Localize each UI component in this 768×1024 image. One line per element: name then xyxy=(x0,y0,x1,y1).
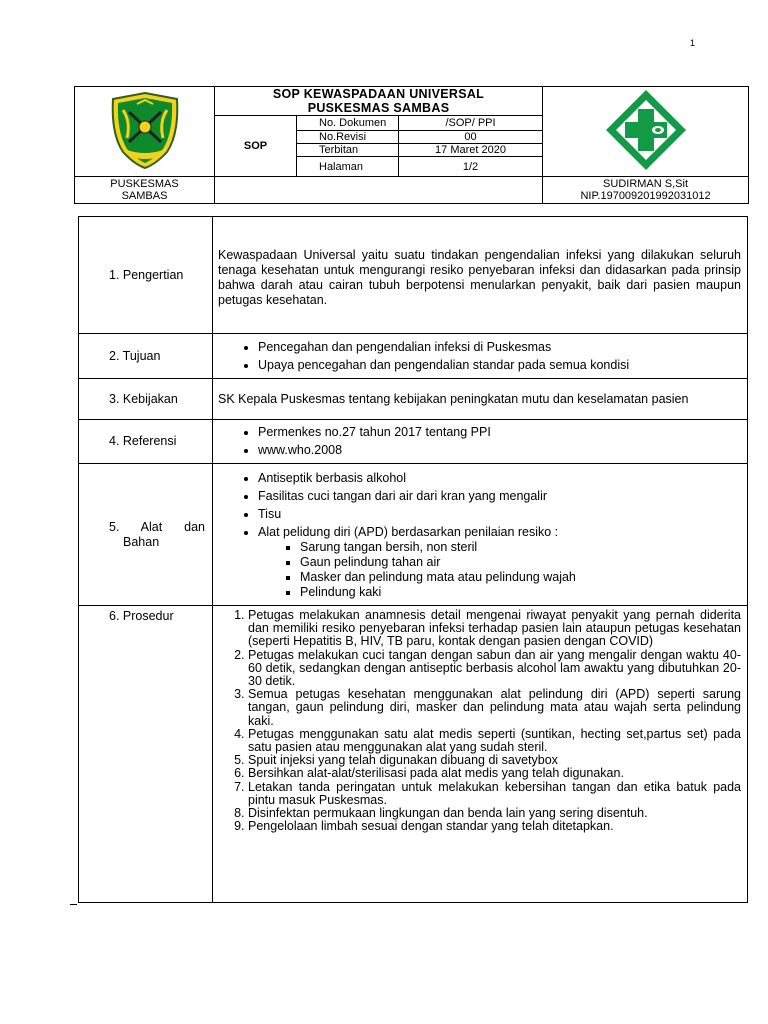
sop-title xyxy=(215,87,543,116)
label-alat-bahan: 5. Alat dan Bahan xyxy=(79,464,213,606)
row-pengertian xyxy=(79,217,748,334)
signer-block xyxy=(543,177,749,204)
pengertian-text: Kewaspadaan Universal yaitu suatu tindakan pengendalian infeksi yang dilakukan seluruh tenaga kesehatan untuk mengurangi resiko penyebaran infeksi dan didasarkan pada prinsip bahwa darah atau cairan tubuh berpotensi menularkan penyakit, baik dari pasien maupun petugas kesehatan. xyxy=(218,248,741,307)
list-item: • Pencegahan dan pengendalian infeksi di Puskesmas xyxy=(258,340,741,355)
label-prosedur: 6. Prosedur xyxy=(79,606,213,903)
procedure-step: 1. Petugas melakukan anamnesis detail mengenai riwayat penyakit yang pernah diderita dan memiliki resiko penyebaran infeksi terhadap pasien lain ataupun petugas kesehatan (seperti Hepatitis B, HIV, TB paru, kontak dengan pasien dengan COVID) xyxy=(248,609,741,649)
regional-emblem-icon xyxy=(107,90,183,170)
procedure-step: 7. Letakan tanda peringatan untuk melakukan kebersihan tangan dan etika batuk pada pintu masuk Puskesmas. xyxy=(248,781,741,807)
list-item: • Permenkes no.27 tahun 2017 tentang PPI xyxy=(258,425,741,440)
regional-emblem-cell xyxy=(75,87,215,177)
table-edge-line xyxy=(70,904,77,905)
page-number: 1 xyxy=(690,38,696,48)
puskesmas-logo-icon xyxy=(603,87,689,173)
title-line-2: PUSKESMAS SAMBAS xyxy=(307,101,450,115)
label-kebijakan: 3. Kebijakan xyxy=(79,379,213,420)
procedure-step: 3. Semua petugas kesehatan menggunakan alat pelindung diri (APD) seperti sarung tangan, gaun pelindung diri, masker dan pelindung mata atau wajah serta pelindung kaki. xyxy=(248,688,741,728)
procedure-step: 4. Petugas menggunakan satu alat medis seperti (suntikan, hecting set,partus set) pada satu pasien atau menggunakan alat yang sudah steril. xyxy=(248,728,741,754)
document-header-table xyxy=(74,86,749,204)
sop-content-table xyxy=(78,216,748,903)
row-alat-bahan xyxy=(79,464,748,606)
list-item: • Fasilitas cuci tangan dari air dari kran yang mengalir xyxy=(258,489,741,504)
list-item: • www.who.2008 xyxy=(258,443,741,458)
kebijakan-text: SK Kepala Puskesmas tentang kebijakan peningkatan mutu dan keselamatan pasien xyxy=(218,391,689,406)
content-pengertian xyxy=(213,217,748,334)
sub-list-item: ▪ Pelindung kaki xyxy=(300,585,741,600)
page-label: Halaman xyxy=(297,157,399,177)
content-kebijakan xyxy=(213,379,748,420)
row-prosedur xyxy=(79,606,748,903)
content-prosedur xyxy=(213,606,748,903)
label-tujuan: 2. Tujuan xyxy=(79,334,213,379)
organization-name: PUSKESMAS SAMBAS xyxy=(75,177,215,204)
procedure-step: 6. Bersihkan alat-alat/sterilisasi pada alat medis yang telah digunakan. xyxy=(248,767,741,780)
issued-value: 17 Maret 2020 xyxy=(399,144,543,157)
list-item: • Alat pelidung diri (APD) berdasarkan penilaian resiko : ▪ Sarung tangan bersih, non steril ▪ Gaun pelindung tahan air ▪ Masker dan pelindung mata atau pelindung wajah ▪ Pelindung kaki xyxy=(258,525,741,600)
sub-list-item: ▪ Sarung tangan bersih, non steril xyxy=(300,540,741,555)
doc-number-label: No. Dokumen xyxy=(297,116,399,131)
row-kebijakan xyxy=(79,379,748,420)
procedure-step: 5. Spuit injeksi yang telah digunakan dibuang di savetybox xyxy=(248,754,741,767)
row-referensi xyxy=(79,420,748,464)
content-referensi xyxy=(213,420,748,464)
content-alat-bahan xyxy=(213,464,748,606)
row-tujuan xyxy=(79,334,748,379)
list-item: • Antiseptik berbasis alkohol xyxy=(258,471,741,486)
signer-name: SUDIRMAN S,Sit xyxy=(603,178,689,190)
revision-value: 00 xyxy=(399,131,543,144)
content-tujuan xyxy=(213,334,748,379)
sop-label: SOP xyxy=(215,116,297,177)
page-value: 1/2 xyxy=(399,157,543,177)
doc-number-value: /SOP/ PPI xyxy=(399,116,543,131)
signer-nip: NIP.197009201992031012 xyxy=(580,190,711,202)
list-item: • Upaya pencegahan dan pengendalian standar pada semua kondisi xyxy=(258,358,741,373)
procedure-step: 9. Pengelolaan limbah sesuai dengan standar yang telah ditetapkan. xyxy=(248,820,741,833)
revision-label: No.Revisi xyxy=(297,131,399,144)
header-empty-cell xyxy=(215,177,543,204)
issued-label: Terbitan xyxy=(297,144,399,157)
sub-list-item: ▪ Gaun pelindung tahan air xyxy=(300,555,741,570)
sub-list-item: ▪ Masker dan pelindung mata atau pelindung wajah xyxy=(300,570,741,585)
label-referensi: 4. Referensi xyxy=(79,420,213,464)
label-pengertian: 1. Pengertian xyxy=(79,217,213,334)
puskesmas-logo-cell xyxy=(543,87,749,177)
procedure-step: 8. Disinfektan permukaan lingkungan dan benda lain yang sering disentuh. xyxy=(248,807,741,820)
title-line-1: SOP KEWASPADAAN UNIVERSAL xyxy=(272,87,485,101)
procedure-step: 2. Petugas melakukan cuci tangan dengan sabun dan air yang mengalir dengan waktu 40-60 detik, sedangkan dengan antiseptic berbasis alcohol lam awaktu yang dibutuhkan 20-30 detik. xyxy=(248,649,741,689)
list-item: • Tisu xyxy=(258,507,741,522)
